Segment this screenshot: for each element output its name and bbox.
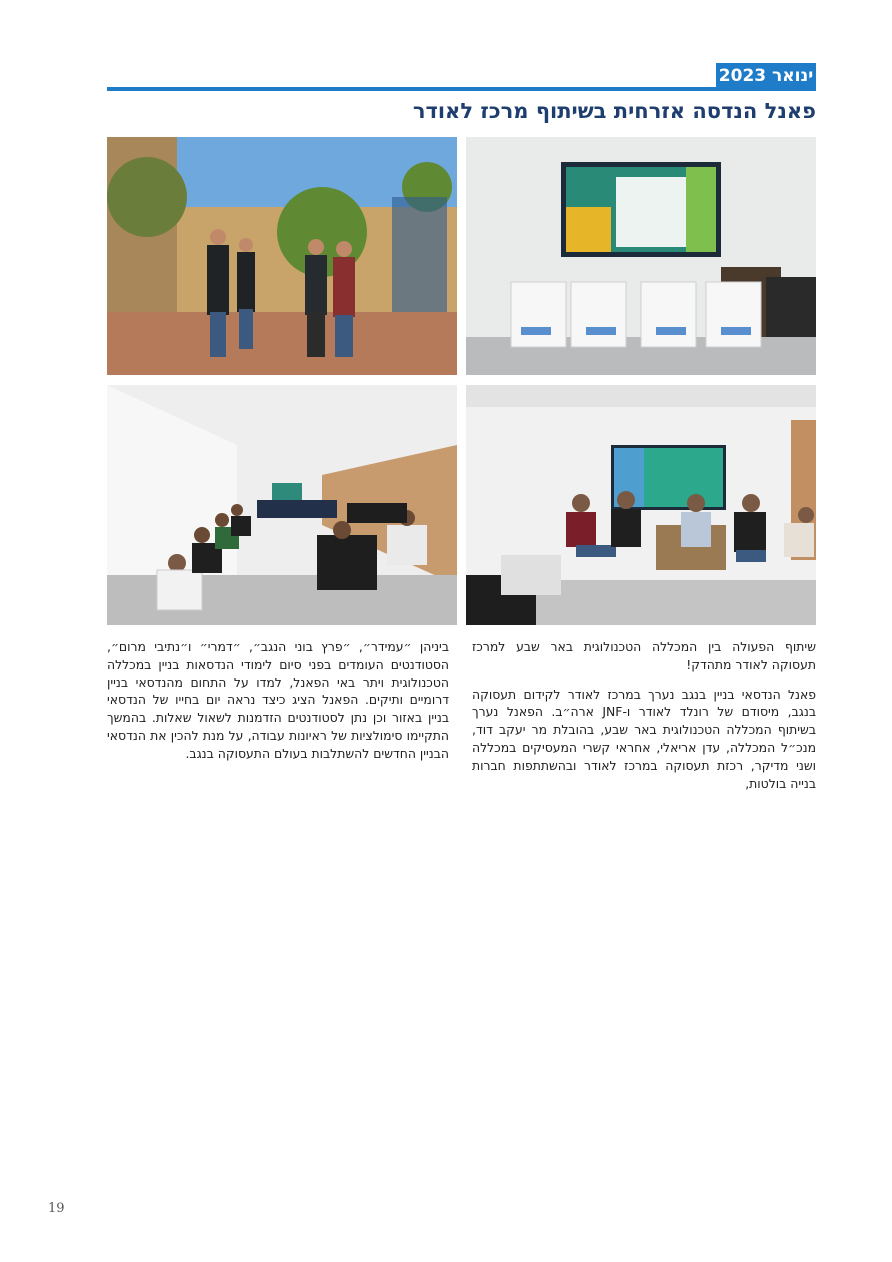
header-divider bbox=[107, 87, 816, 91]
article-paragraph: ביניהן ״עמידר״, ״פרץ בוני הנגב״, ״דמרי״ ו״נתיבי מרום״, הסטודנטים העומדים בפני סיום לימודי הנדסאות בניין במכללה הטכנולוגית ויתר באי הפאנל, למדו על התחום מהנדסאי בניין דרומיים ותיקים. הפאנל הציג כיצד נראה יום בחייו של הנדסאי בניין באזור וכן נתן לסטודנטים הזדמנות לשאול שאלות. בהמשך התקיימו סימולציות של ראיונות עבודה, על מנת להכין את הנדסאי הבניין החדשים להשתלבות בעולם התעסוקה בנגב. bbox=[107, 639, 449, 761]
outdoor-group-photo bbox=[107, 137, 457, 375]
article-column-right bbox=[472, 638, 816, 804]
page-title: פאנל הנדסה אזרחית בשיתוף מרכז לאודר bbox=[412, 99, 816, 123]
panel-speakers-photo bbox=[466, 385, 816, 625]
audience-seated-photo bbox=[107, 385, 457, 625]
date-badge: ינואר 2023 bbox=[716, 63, 816, 89]
panel-room-screen-chairs-photo bbox=[466, 137, 816, 375]
page-number: 19 bbox=[48, 1201, 65, 1216]
article-paragraph: שיתוף הפעולה בין המכללה הטכנולוגית באר שבע למרכז תעסוקה לאודר מתהדק! bbox=[472, 639, 816, 672]
article-paragraph: פאנל הנדסאי בניין בנגב נערך במרכז לאודר לקידום תעסוקה בנגב, מיסודם של רונלד לאודר ו-JNF ארה״ב. הפאנל נערך בשיתוף המכללה הטכנולוגית באר שבע, בהובלת מר יעקב דוד, מנכ״ל המכללה, עדן אריאלי, אחראי קשרי המעסיקים במכללה ושני מדיקר, רכזת תעסוקה במרכז לאודר ובהשתתפות חברות בנייה בולטות, bbox=[472, 686, 816, 791]
article-column-left bbox=[107, 638, 449, 775]
